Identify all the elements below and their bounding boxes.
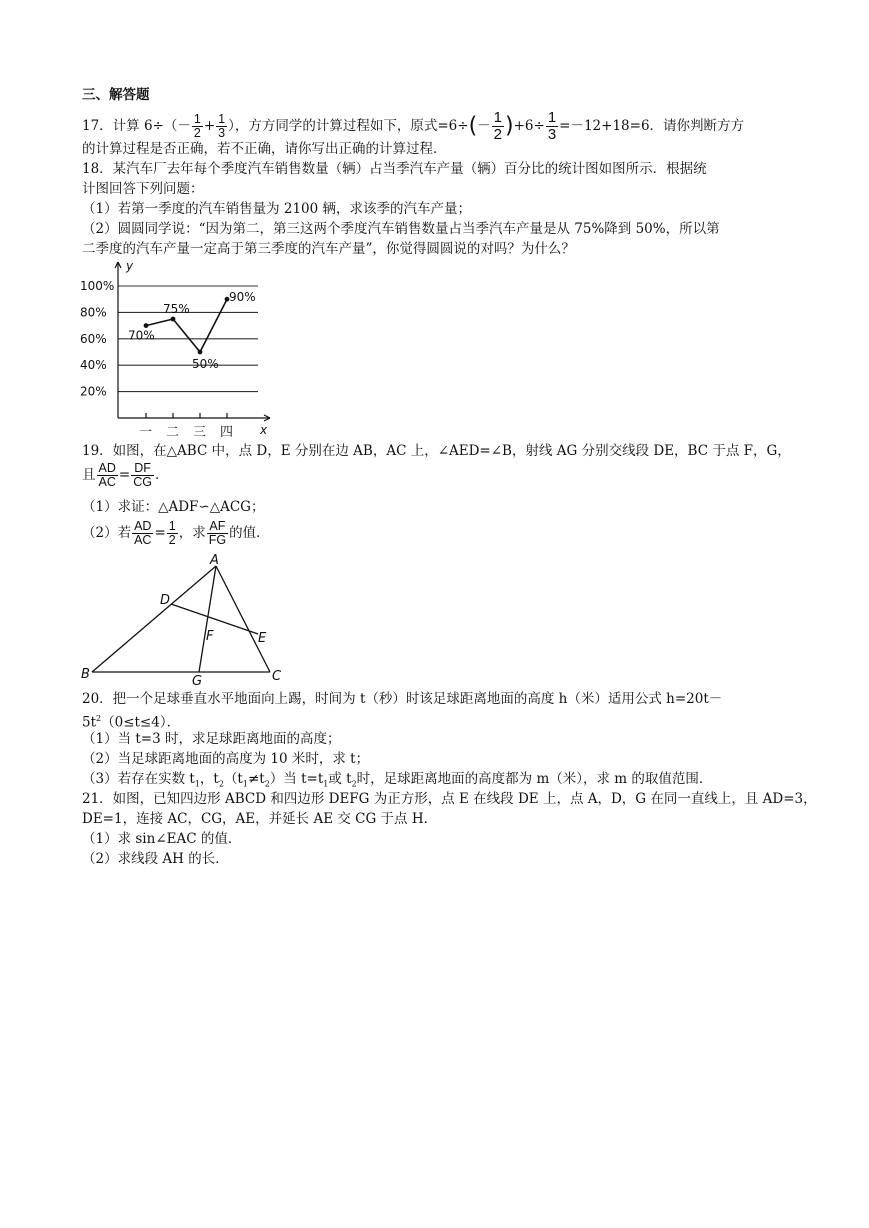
data-point-1 — [144, 323, 149, 328]
q20-s2: 2 — [218, 779, 224, 789]
q19-line3: （1）求证：△ADF∽△ACG； — [82, 499, 265, 515]
label-b: B — [81, 667, 90, 682]
q19-f8-num: 1 — [168, 519, 176, 533]
segment-ac — [216, 566, 270, 672]
q20-l5a: （3）若存在实数 t — [82, 771, 195, 787]
q20-line4: （2）当足球距离地面的高度为 10 米时，求 t； — [82, 751, 370, 767]
q18-line5: 二季度的汽车产量一定高于第三季度的汽车产量”，你觉得圆圆说的对吗？为什么？ — [82, 241, 575, 257]
label-c: C — [272, 669, 282, 684]
y-tick-label-80: 80% — [80, 305, 107, 320]
q17-fraction-1 — [192, 113, 203, 140]
q20-s1: 1 — [194, 779, 200, 789]
q19-f9-den: FG — [208, 533, 227, 547]
q17-f2-den: 3 — [218, 126, 226, 140]
q20-l5f: 或 t — [328, 771, 352, 787]
q18-line1: 18．某汽车厂去年每个季度汽车销售数量（辆）占当季汽车产量（辆）百分比的统计图如图所示．根据统 — [82, 161, 707, 177]
q17-fraction-4 — [546, 110, 558, 143]
q19-fraction-ad-ac-2 — [132, 520, 153, 547]
q20-l5d: ≠t — [247, 771, 265, 787]
q20-l2a: 5t — [82, 714, 97, 731]
y-tick-label-60: 60% — [80, 331, 107, 346]
y-tick-label-100: 100% — [80, 279, 115, 293]
q17-paren-close: ) — [505, 113, 514, 139]
q20-s6: 2 — [351, 779, 357, 789]
label-d: D — [160, 593, 171, 608]
q20-line3: （1）当 t=3 时，求足球距离地面的高度； — [82, 731, 341, 747]
q20-exponent: 2 — [96, 714, 102, 723]
label-a: A — [210, 553, 219, 568]
q20-l5e: ）当 t=t — [269, 771, 324, 787]
q20-line1: 20．把一个足球垂直水平地面向上踢，时间为 t（秒）时该足球距离地面的高度 h（米）适用公式 h=20t－ — [82, 691, 723, 707]
q17-text-e: =－12+18=6．请你判断方方 — [559, 118, 745, 134]
q17-f1-num: 1 — [193, 112, 201, 126]
q20-l5b: ，t — [199, 771, 219, 787]
x-tick-label-3: 三 — [193, 425, 207, 440]
q17-text-c: － — [477, 118, 491, 134]
q19-f7-num: AD — [134, 519, 152, 533]
q19-f9-num: AF — [207, 520, 228, 534]
q17-line1 — [82, 110, 744, 143]
segment-de — [171, 604, 258, 634]
q18-line2: 计图回答下列问题： — [82, 181, 204, 197]
q19-p2c: 的值． — [229, 525, 270, 541]
label-g: G — [192, 674, 203, 687]
q19-line2 — [82, 462, 168, 489]
q21-line3: （1）求 sin∠EAC 的值． — [82, 831, 242, 847]
q17-text-d: +6÷ — [513, 118, 545, 134]
triangle-abc-figure — [78, 552, 288, 687]
x-axis-label: x — [260, 423, 268, 437]
q17-f3-num: 1 — [493, 109, 502, 126]
q20-s5: 1 — [323, 779, 329, 789]
data-point-3 — [198, 350, 203, 355]
q17-f2-num: 1 — [218, 112, 226, 126]
q17-fraction-3 — [492, 110, 504, 143]
data-point-2 — [171, 317, 176, 322]
q20-l5c: （t — [223, 771, 243, 787]
q19-line1: 19．如图，在△ABC 中，点 D，E 分别在边 AB，AC 上，∠AED=∠B，射线 AG 分别交线段 DE，BC 于点 F，G， — [82, 443, 791, 459]
q17-f4-num: 1 — [547, 109, 557, 126]
q17-f4-den: 3 — [547, 126, 557, 143]
q19-f6-num: DF — [131, 462, 154, 476]
q17-text-a: 17．计算 6÷（－ — [82, 118, 191, 134]
q18-line3: （1）若第一季度的汽车销售量为 2100 辆，求该季的汽车产量； — [82, 201, 472, 217]
q19-f7-den: AC — [134, 533, 152, 547]
q17-text-b: ），方方同学的计算过程如下，原式=6÷ — [228, 118, 469, 134]
label-f: F — [206, 629, 214, 644]
q19-eq2: = — [154, 525, 166, 541]
x-tick-label-4: 四 — [220, 425, 234, 440]
q19-period: ． — [154, 467, 169, 483]
data-label-2: 75% — [163, 302, 190, 316]
q19-fraction-ad-ac — [97, 462, 118, 489]
section-heading: 三、解答题 — [82, 87, 150, 103]
label-e: E — [258, 631, 267, 646]
q19-p2b: ，求 — [178, 525, 206, 541]
q17-fraction-2 — [216, 113, 227, 140]
q20-l5g: 时，足球距离地面的高度都为 m（米），求 m 的取值范围． — [356, 771, 713, 787]
q19-p2a: （2）若 — [82, 525, 132, 541]
y-axis-label: y — [126, 259, 134, 273]
q21-line4: （2）求线段 AH 的长． — [82, 851, 229, 867]
sales-percent-line-chart — [78, 258, 278, 440]
q19-eq: = — [118, 467, 131, 483]
q17-f3-den: 2 — [493, 126, 502, 143]
q19-f6-den: CG — [133, 475, 152, 489]
q17-f1-den: 2 — [193, 126, 201, 140]
y-tick-label-40: 40% — [80, 358, 107, 373]
q19-f5-den: AC — [98, 475, 116, 489]
q19-f5-num: AD — [98, 461, 116, 475]
q20-s3: 1 — [242, 779, 248, 789]
q21-line1: 21．如图，已知四边形 ABCD 和四边形 DEFG 为正方形，点 E 在线段 DE 上，点 A，D，G 在同一直线上，且 AD=3， — [82, 791, 817, 807]
q18-line4: （2）圆圆同学说：“因为第二，第三这两个季度汽车销售数量占当季汽车产量是从 75%降到 50%，所以第 — [82, 221, 720, 237]
q20-l2b: （0≤t≤4）． — [101, 714, 181, 731]
x-tick-label-1: 一 — [139, 425, 153, 440]
q17-line2: 的计算过程是否正确，若不正确，请你写出正确的计算过程． — [82, 141, 447, 157]
q17-paren-open: ( — [468, 113, 478, 139]
data-label-1: 70% — [128, 328, 155, 343]
q20-line2 — [82, 710, 180, 732]
q17-plus: + — [203, 118, 216, 134]
q21-line2: DE=1，连接 AC，CG，AE，并延长 AE 交 CG 于点 H． — [82, 811, 438, 827]
y-tick-label-20: 20% — [80, 384, 107, 399]
x-tick-label-2: 二 — [166, 425, 180, 440]
q19-fraction-half — [167, 520, 178, 547]
data-label-3: 50% — [192, 357, 219, 371]
q19-f8-den: 2 — [168, 533, 176, 547]
q19-line4 — [82, 520, 270, 547]
q19-qie: 且 — [82, 467, 96, 483]
segment-ab — [92, 566, 216, 672]
q19-fraction-af-fg — [207, 520, 228, 547]
q19-fraction-df-cg — [131, 462, 154, 489]
q20-s4: 2 — [264, 779, 270, 789]
data-label-4: 90% — [229, 290, 256, 305]
